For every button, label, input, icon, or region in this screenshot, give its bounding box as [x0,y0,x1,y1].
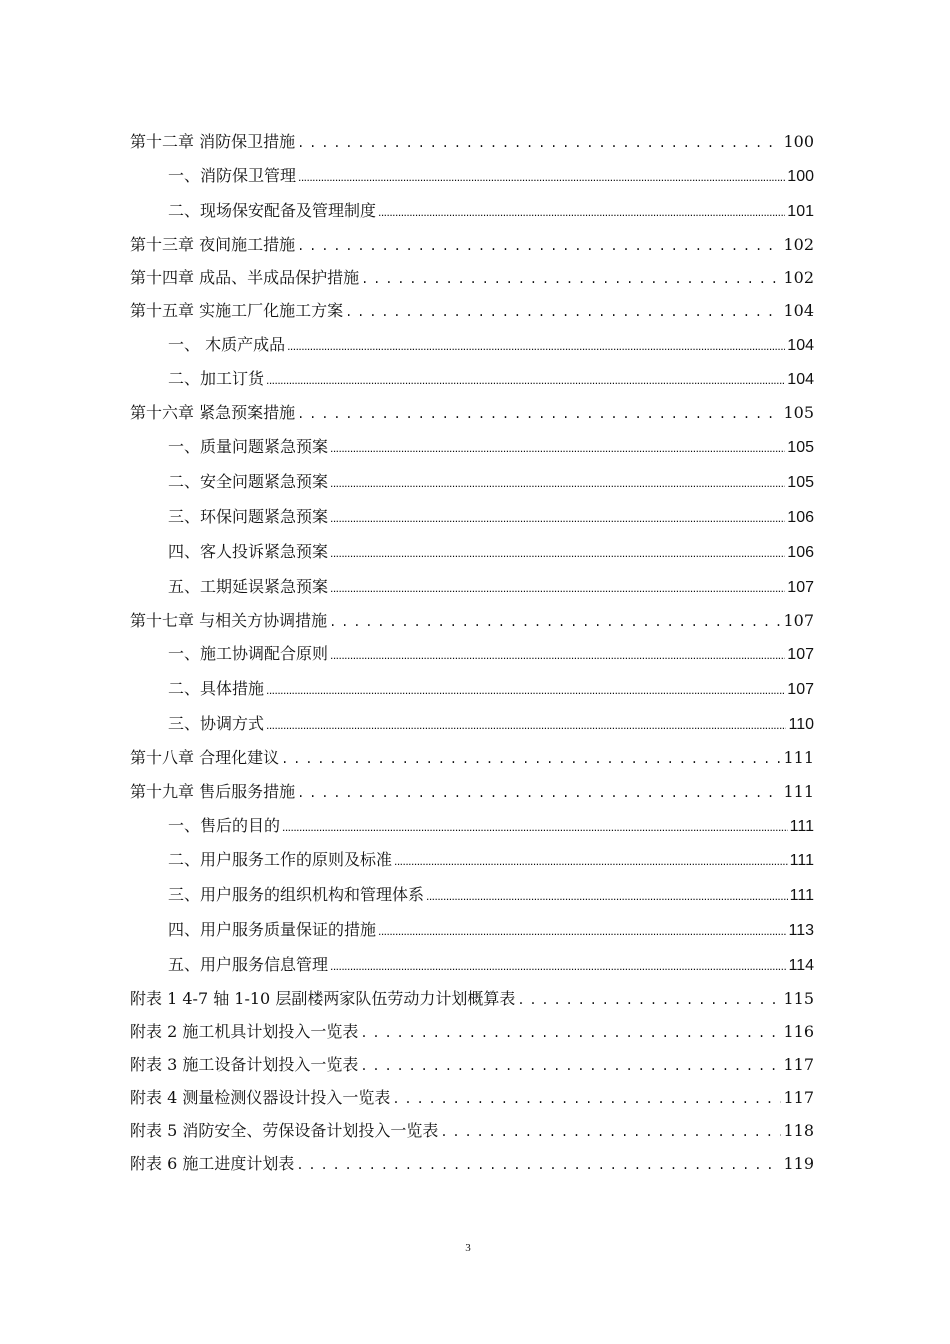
toc-entry-title: 二、加工订货 [168,369,265,388]
toc-section-entry[interactable] [168,712,814,736]
toc-section-entry[interactable] [168,199,814,223]
toc-section-entry[interactable] [168,333,814,357]
toc-entry-title: 一、质量问题紧急预案 [168,437,329,456]
toc-entry-title: 一、 木质产成品 [168,335,286,354]
toc-chapter-entry[interactable] [130,1053,814,1077]
toc-entry-title: 第十三章 夜间施工措施 [130,235,296,254]
toc-dot-leader [330,505,785,530]
toc-dot-leader [517,987,781,1012]
toc-section-entry[interactable] [168,814,814,838]
toc-entry-title: 附表 6 施工进度计划表 [130,1154,295,1173]
toc-entry-page: 107 [787,646,814,663]
toc-entry-title: 附表 1 4-7 轴 1-10 层副楼两家队伍劳动力计划概算表 [130,989,516,1008]
toc-dot-leader [394,848,788,873]
toc-chapter-entry[interactable] [130,233,814,257]
toc-entry-page: 100 [783,132,814,151]
toc-chapter-entry[interactable] [130,987,814,1011]
toc-entry-page: 119 [783,1154,814,1173]
toc-entry-page: 105 [787,474,814,491]
toc-dot-leader [266,367,785,392]
toc-section-entry[interactable] [168,953,814,977]
toc-entry-page: 102 [783,268,814,287]
toc-section-entry[interactable] [168,575,814,599]
toc-entry-title: 一、消防保卫管理 [168,166,297,185]
toc-entry-title: 二、安全问题紧急预案 [168,472,329,491]
toc-dot-leader [330,540,785,565]
toc-dot-leader [330,575,785,600]
toc-dot-leader [297,401,781,426]
toc-entry-title: 三、环保问题紧急预案 [168,507,329,526]
toc-section-entry[interactable] [168,883,814,907]
toc-dot-leader [440,1119,781,1144]
toc-entry-title: 四、客人投诉紧急预案 [168,542,329,561]
toc-dot-leader [360,1053,781,1078]
toc-dot-leader [297,780,781,805]
toc-chapter-entry[interactable] [130,401,814,425]
toc-entry-page: 107 [787,681,814,698]
toc-entry-title: 第十八章 合理化建议 [130,748,280,767]
page-number: 3 [465,1242,471,1254]
toc-entry-page: 111 [789,887,814,904]
toc-section-entry[interactable] [168,918,814,942]
toc-entry-page: 104 [787,371,814,388]
toc-entry-page: 101 [787,203,814,220]
toc-dot-leader [266,677,785,702]
toc-chapter-entry[interactable] [130,1152,814,1176]
toc-entry-page: 111 [783,748,814,767]
toc-entry-page: 107 [783,611,814,630]
toc-entry-page: 105 [783,403,814,422]
toc-entry-page: 102 [783,235,814,254]
toc-dot-leader [392,1086,781,1111]
toc-entry-page: 107 [787,579,814,596]
toc-dot-leader [345,299,781,324]
toc-section-entry[interactable] [168,505,814,529]
toc-entry-page: 115 [783,989,814,1008]
toc-section-entry[interactable] [168,677,814,701]
toc-entry-title: 五、用户服务信息管理 [168,955,329,974]
toc-section-entry[interactable] [168,435,814,459]
toc-entry-title: 附表 4 测量检测仪器设计投入一览表 [130,1088,391,1107]
toc-dot-leader [266,712,786,737]
toc-entry-page: 117 [783,1055,814,1074]
toc-entry-title: 附表 5 消防安全、劳保设备计划投入一览表 [130,1121,439,1140]
toc-entry-title: 二、具体措施 [168,679,265,698]
toc-chapter-entry[interactable] [130,299,814,323]
toc-entry-page: 104 [783,301,814,320]
toc-section-entry[interactable] [168,164,814,188]
toc-dot-leader [296,1152,781,1177]
toc-entry-title: 第十五章 实施工厂化施工方案 [130,301,344,320]
toc-dot-leader [360,1020,781,1045]
toc-chapter-entry[interactable] [130,746,814,770]
toc-chapter-entry[interactable] [130,1086,814,1110]
toc-chapter-entry[interactable] [130,130,814,154]
toc-entry-page: 106 [787,544,814,561]
toc-dot-leader [330,953,786,978]
toc-entry-title: 二、现场保安配备及管理制度 [168,201,377,220]
toc-entry-title: 第十六章 紧急预案措施 [130,403,296,422]
toc-dot-leader [330,642,785,667]
toc-entry-page: 111 [789,852,814,869]
toc-entry-title: 附表 3 施工设备计划投入一览表 [130,1055,359,1074]
toc-entry-title: 第十九章 售后服务措施 [130,782,296,801]
toc-chapter-entry[interactable] [130,1119,814,1143]
toc-entry-page: 105 [787,439,814,456]
toc-dot-leader [330,470,785,495]
toc-dot-leader [297,233,781,258]
toc-dot-leader [426,883,788,908]
toc-section-entry[interactable] [168,540,814,564]
toc-entry-page: 111 [789,818,814,835]
toc-dot-leader [282,814,788,839]
toc-entry-page: 116 [783,1022,814,1041]
toc-dot-leader [329,609,781,634]
toc-entry-title: 第十七章 与相关方协调措施 [130,611,328,630]
toc-dot-leader [297,130,781,155]
toc-section-entry[interactable] [168,470,814,494]
toc-entry-title: 三、用户服务的组织机构和管理体系 [168,885,425,904]
toc-dot-leader [378,199,785,224]
toc-dot-leader [361,266,781,291]
toc-entry-title: 二、用户服务工作的原则及标准 [168,850,393,869]
toc-entry-title: 附表 2 施工机具计划投入一览表 [130,1022,359,1041]
toc-entry-page: 106 [787,509,814,526]
toc-dot-leader [298,164,785,189]
toc-entry-title: 四、用户服务质量保证的措施 [168,920,377,939]
toc-dot-leader [281,746,781,771]
toc-entry-page: 113 [788,922,814,939]
toc-chapter-entry[interactable] [130,609,814,633]
toc-entry-title: 三、协调方式 [168,714,265,733]
toc-dot-leader [330,435,785,460]
toc-entry-page: 111 [783,782,814,801]
toc-entry-page: 110 [788,716,814,733]
toc-chapter-entry[interactable] [130,780,814,804]
toc-section-entry[interactable] [168,367,814,391]
toc-entry-page: 104 [787,337,814,354]
toc-entry-title: 第十二章 消防保卫措施 [130,132,296,151]
toc-entry-page: 117 [783,1088,814,1107]
toc-entry-page: 100 [787,168,814,185]
toc-section-entry[interactable] [168,642,814,666]
toc-entry-title: 一、售后的目的 [168,816,281,835]
toc-dot-leader [287,333,785,358]
toc-chapter-entry[interactable] [130,1020,814,1044]
toc-entry-page: 114 [788,957,814,974]
toc-entry-title: 一、施工协调配合原则 [168,644,329,663]
toc-dot-leader [378,918,786,943]
toc-entry-title: 五、工期延误紧急预案 [168,577,329,596]
toc-chapter-entry[interactable] [130,266,814,290]
toc-section-entry[interactable] [168,848,814,872]
toc-entry-title: 第十四章 成品、半成品保护措施 [130,268,360,287]
toc-entry-page: 118 [783,1121,814,1140]
